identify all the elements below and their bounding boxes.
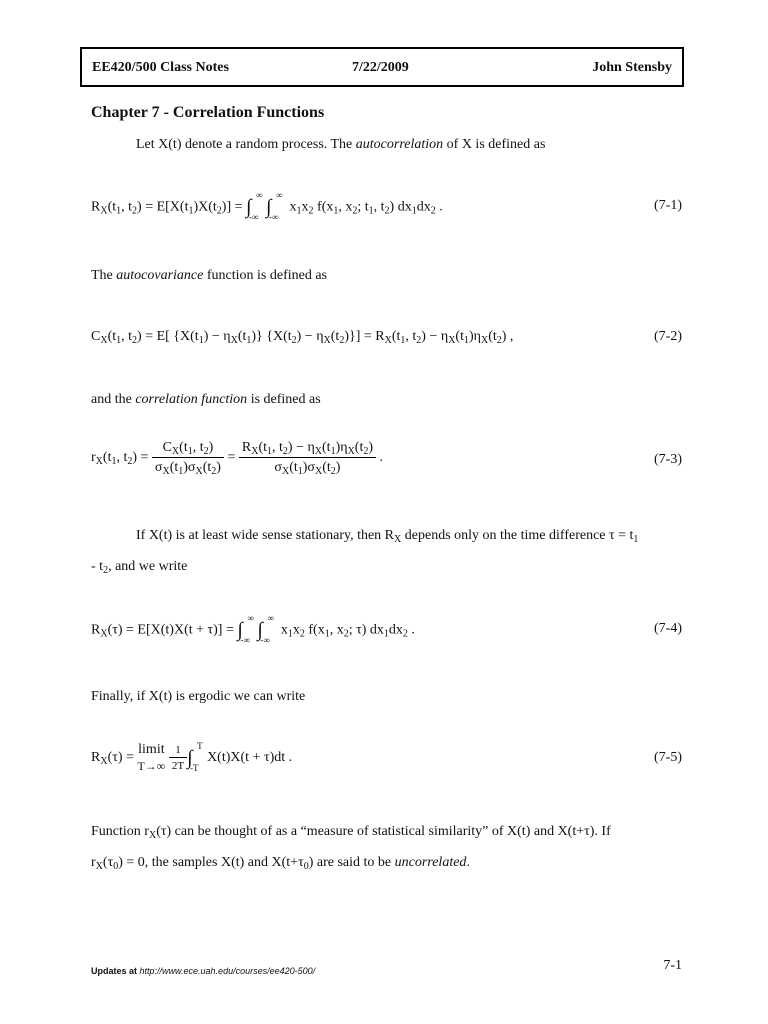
equation-7-3: $r_X(t_1$, $t_2$) = $\frac{C_X(t_1, t_2)}{\sigma_X(t_1)\sigma_X(t_2)}$ = $\frac{R_X(t_1, t_2) - \eta_X(t_1)\eta_X(t_2)}{\sigma_X(t_1)\sigma_X(t_2)}$ . [91, 440, 384, 477]
autocov-term: autocovariance [116, 268, 204, 283]
closing-paragraph-line1: Function $r_X(\tau)$ can be thought of as a “measure of statistical similarity” of X(t) and X(t+τ). If [91, 824, 611, 841]
ergodic-paragraph: Finally, if X(t) is ergodic we can write [91, 689, 306, 704]
closing-end: . [466, 855, 470, 870]
footer-prefix: Updates at [91, 966, 140, 976]
equation-number-7-2: (7-2) [654, 329, 682, 344]
closing-term: uncorrelated [394, 855, 467, 870]
equation-number-7-5: (7-5) [654, 750, 682, 765]
closing-1b: (τ) can be thought of as a “measure of statistical similarity” of X(t) and X(t+τ). If [156, 824, 611, 839]
corr-term: correlation function [135, 392, 248, 407]
footer-updates [91, 966, 315, 976]
limit-label: limit [138, 742, 165, 757]
correlation-paragraph [91, 390, 321, 410]
equation-7-2: $C_X(t_1$, $t_2) = E$[ $\{X(t_1) - \eta_X(t_1)\} \{X(t_2) - \eta_X(t_2)\}] = R_X(t_1$, $t_2) - \eta_X(t_1)\eta_X(t_2)$ , [91, 329, 514, 346]
header-date: 7/22/2009 [352, 60, 409, 75]
closing-1a: Function r [91, 824, 149, 839]
equation-number-7-1: (7-1) [654, 198, 682, 213]
equation-7-1: $R_X(t_1$, $t_2) = E[X(t_1)X(t_2)]$ = ∫ ∞ -∞ ∫ ∞ -∞ $x_1x_2$ $f(x_1$, $x_2$; $t_1$, $t_2$) $dx_1dx_2$ . [91, 190, 443, 222]
wss-line1b: depends only on the time difference τ = t [401, 528, 634, 543]
closing-paragraph-line2: $r_X(\tau_0) = 0$, the samples X(t) and $X(t+\tau_0)$ are said to be uncorrelated. [91, 855, 470, 872]
corr-before: and the [91, 392, 136, 407]
autocov-before: The [91, 268, 117, 283]
header-course: EE420/500 Class Notes [92, 60, 229, 75]
equation-7-4: $R_X(\tau) = E[X(t)X(t + \tau)]$ = ∫ ∞ -∞ ∫ ∞ -∞ $x_1x_2$ $f(x_1$, $x_2$; τ) $dx_1dx_2$ . [91, 613, 415, 645]
closing-2a: r [91, 855, 96, 870]
closing-2d: ) are said to be [308, 855, 395, 870]
page-number: 7-1 [663, 958, 682, 973]
intro-paragraph [136, 135, 545, 155]
wss-paragraph-line1: If X(t) is at least wide sense stationary, then $R_X$ depends only on the time difference $\tau = t_1$ [136, 528, 639, 545]
wss-paragraph-line2: - $t_2$, and we write [91, 559, 188, 576]
equation-number-7-3: (7-3) [654, 452, 682, 467]
autocov-after: function is defined as [203, 268, 327, 283]
autocovariance-paragraph [91, 266, 327, 286]
wss-line2b: , and we write [108, 559, 188, 574]
equation-number-7-4: (7-4) [654, 621, 682, 636]
intro-before: Let X(t) denote a random process. The [136, 137, 356, 152]
closing-2b: (τ [102, 855, 114, 870]
intro-after: of X is defined as [443, 137, 546, 152]
intro-term: autocorrelation [355, 137, 444, 152]
chapter-title: Chapter 7 - Correlation Functions [91, 104, 325, 121]
equation-7-5: $R_X(\tau)$ = limit T→∞ $\frac{1}{2T}$ ∫ T -T X(t)X(t + τ)dt . [91, 740, 293, 773]
wss-line2: - t [91, 559, 104, 574]
footer-url-link[interactable]: http://www.ece.uah.edu/courses/ee420-500/ [139, 966, 316, 976]
closing-2c: ) = 0, the samples X(t) and X(t+τ [118, 855, 304, 870]
wss-line1: If X(t) is at least wide sense stationary, then R [136, 528, 395, 543]
page-header [80, 47, 684, 87]
corr-after: is defined as [247, 392, 321, 407]
limit-subscript: T→∞ [137, 759, 166, 773]
header-author: John Stensby [592, 60, 672, 75]
